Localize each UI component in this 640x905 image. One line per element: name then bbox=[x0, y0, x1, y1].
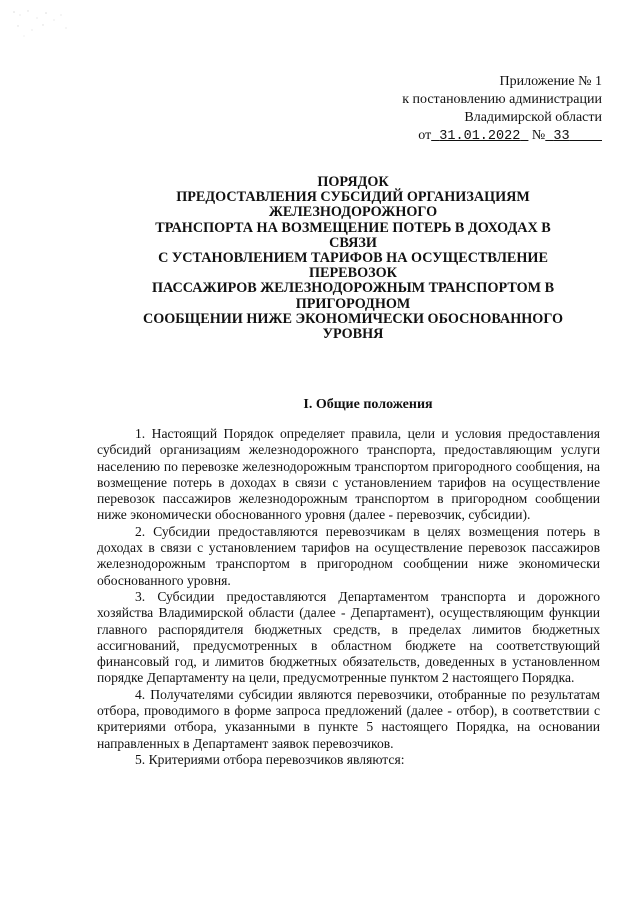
title-line: ПЕРЕВОЗОК bbox=[309, 265, 397, 282]
title-line: ТРАНСПОРТА НА ВОЗМЕЩЕНИЕ ПОТЕРЬ В ДОХОДАХ В bbox=[155, 219, 551, 236]
paragraph-1: 1. Настоящий Порядок определяет правила, цели и условия предоставления субсидий организациям железнодорожного транспорта, предоставляющим услуги населению по перевозке железнодорожным транспортом пригородного сообщения, на возмещение потерь в доходах в связи с установлением тарифов на осуществление перевозок пассажиров железнодорожным транспортом в пригородном сообщении ниже экономически обоснованного уровня (далее - перевозчик, субсидии). bbox=[97, 426, 600, 523]
annex-line-1: Приложение № 1 bbox=[499, 74, 602, 89]
title-line: СВЯЗИ bbox=[329, 234, 377, 251]
title-line: СООБЩЕНИИ НИЖЕ ЭКОНОМИЧЕСКИ ОБОСНОВАННОГО bbox=[142, 310, 564, 327]
paragraph-2: 2. Субсидии предоставляются перевозчикам в целях возмещения потерь в доходах в связи с установлением тарифов на осуществление перевозок пассажиров железнодорожным транспортом в пригородном сообщении ниже экономически обоснованного уровня. bbox=[97, 523, 600, 588]
paragraph-4: 4. Получателями субсидии являются перевозчики, отобранные по результатам отбора, проводимого в форме запроса предложений (далее - отбор), в соответствии с критериями отбора, указанными в пункте 5 настоящего Порядка, на основании направленных в Департамент заявок перевозчиков. bbox=[97, 686, 600, 751]
title-line: С УСТАНОВЛЕНИЕМ ТАРИФОВ НА ОСУЩЕСТВЛЕНИЕ bbox=[158, 250, 548, 267]
document-body bbox=[97, 426, 600, 768]
annex-date: 31.01.2022 bbox=[439, 129, 521, 144]
annex-date-line bbox=[402, 127, 602, 146]
title-line: ПРИГОРОДНОМ bbox=[295, 295, 411, 312]
title-line: ПРЕДОСТАВЛЕНИЯ СУБСИДИЙ ОРГАНИЗАЦИЯМ bbox=[176, 189, 530, 206]
title-line: УРОВНЯ bbox=[322, 326, 384, 343]
section-heading: I. Общие положения bbox=[303, 397, 433, 412]
annex-line-2: к постановлению администрации bbox=[402, 92, 602, 107]
title-line: ПОРЯДОК bbox=[317, 174, 389, 190]
paragraph-3: 3. Субсидии предоставляются Департаментом транспорта и дорожного хозяйства Владимирской области (далее - Департамент), осуществляющим функции главного распорядителя бюджетных средств, в пределах лимитов бюджетных ассигнований, предусмотренных в областном бюджете на соответствующий финансовый год, и лимитов бюджетных обязательств, доведенных в установленном порядке Департаменту на цели, предусмотренные пунктом 2 настоящего Порядка. bbox=[97, 588, 600, 686]
scan-artifact bbox=[6, 6, 76, 46]
document-title bbox=[108, 175, 598, 342]
title-line: ЖЕЛЕЗНОДОРОЖНОГО bbox=[268, 204, 438, 221]
annex-line-3: Владимирской области bbox=[464, 110, 602, 125]
title-line: ПАССАЖИРОВ ЖЕЛЕЗНОДОРОЖНЫМ ТРАНСПОРТОМ В bbox=[151, 280, 555, 297]
annex-header bbox=[402, 73, 602, 146]
number-prefix: № bbox=[531, 128, 546, 143]
paragraph-5: 5. Критериями отбора перевозчиков являются: bbox=[135, 751, 405, 767]
annex-number: 33 bbox=[553, 129, 570, 144]
date-prefix: от bbox=[418, 128, 432, 143]
